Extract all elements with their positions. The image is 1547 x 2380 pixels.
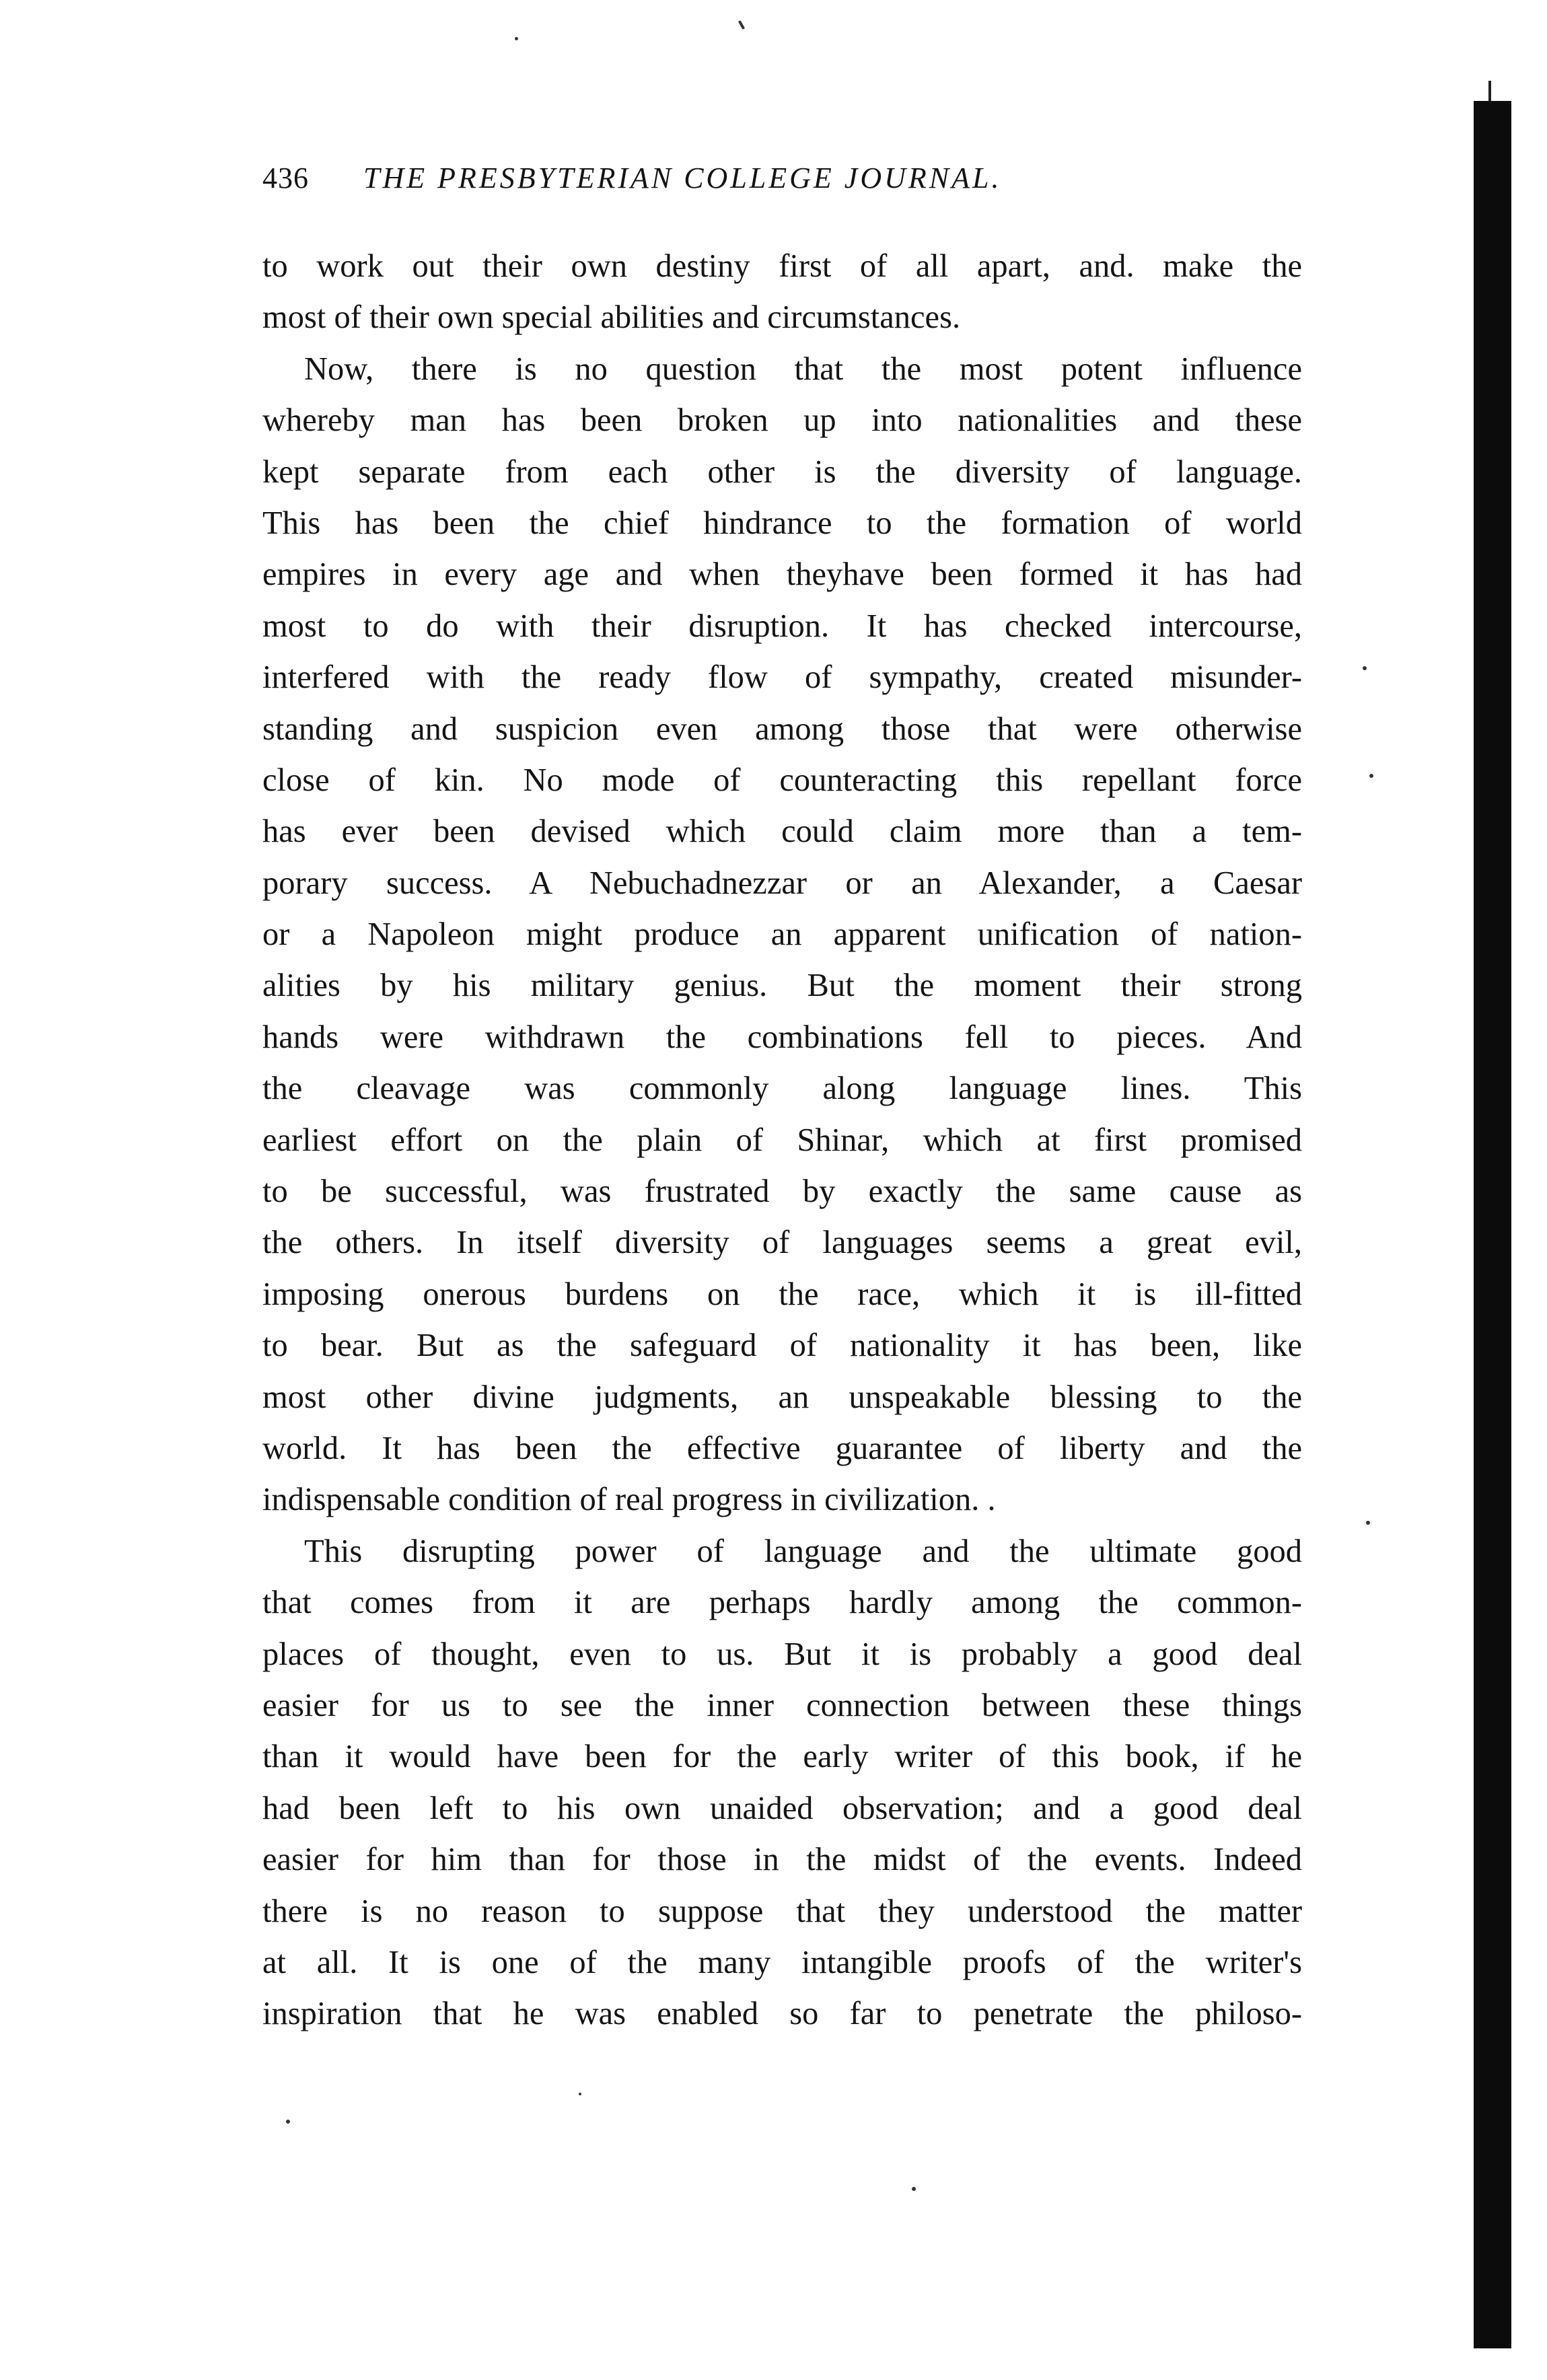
text-line: porary success. A Nebuchadnezzar or an Alexander, a Caesar xyxy=(262,865,1302,901)
text-line: interfered with the ready flow of sympathy, created misunder- xyxy=(262,659,1302,696)
scan-speck xyxy=(1366,1521,1370,1525)
scan-speck xyxy=(1369,774,1373,778)
text-line: world. It has been the effective guarantee of liberty and the xyxy=(262,1430,1302,1466)
text-line: at all. It is one of the many intangible proofs of the writer's xyxy=(262,1944,1302,1980)
text-line: than it would have been for the early writer of this book, if he xyxy=(262,1739,1302,1775)
scan-speck xyxy=(515,37,518,40)
text-line: easier for him than for those in the midst of the events. Indeed xyxy=(262,1842,1302,1878)
scan-speck xyxy=(579,2093,581,2095)
text-line: empires in every age and when theyhave been formed it has had xyxy=(262,556,1302,593)
text-line: most of their own special abilities and circumstances. xyxy=(262,299,961,336)
text-line: to work out their own destiny first of all apart, and. make the xyxy=(262,248,1302,284)
page-edge-shadow xyxy=(1474,101,1511,2348)
text-line: most other divine judgments, an unspeakable blessing to the xyxy=(262,1379,1302,1415)
text-line: whereby man has been broken up into nationalities and these xyxy=(262,402,1302,439)
scan-speck xyxy=(738,20,745,30)
text-line: indispensable condition of real progress in civilization. . xyxy=(262,1482,996,1518)
scan-speck xyxy=(1363,666,1367,670)
scan-speck xyxy=(912,2187,916,2191)
text-line: alities by his military genius. But the moment their strong xyxy=(262,968,1302,1004)
text-line: most to do with their disruption. It has checked intercourse, xyxy=(262,608,1302,644)
text-line: has ever been devised which could claim more than a tem- xyxy=(262,814,1302,850)
text-line: close of kin. No mode of counteracting this repellant force xyxy=(262,762,1302,798)
text-line: had been left to his own unaided observation; and a good deal xyxy=(262,1790,1302,1826)
text-line: earliest effort on the plain of Shinar, which at first promised xyxy=(262,1122,1302,1158)
text-line: that comes from it are perhaps hardly among the common- xyxy=(262,1585,1302,1621)
page-header xyxy=(262,158,1406,199)
text-line: standing and suspicion even among those that were otherwise xyxy=(262,711,1302,747)
text-line: to be successful, was frustrated by exactly the same cause as xyxy=(262,1174,1302,1210)
text-line: or a Napoleon might produce an apparent unification of nation- xyxy=(262,916,1302,953)
scan-speck xyxy=(286,2120,290,2124)
text-line: Now, there is no question that the most potent influence xyxy=(304,351,1302,387)
text-line: easier for us to see the inner connection between these things xyxy=(262,1687,1302,1723)
text-line: imposing onerous burdens on the race, which it is ill-fitted xyxy=(262,1276,1302,1312)
running-title: THE PRESBYTERIAN COLLEGE JOURNAL. xyxy=(363,161,1002,194)
text-line: places of thought, even to us. But it is probably a good deal xyxy=(262,1636,1302,1672)
text-line: hands were withdrawn the combinations fell to pieces. And xyxy=(262,1019,1302,1055)
text-line: there is no reason to suppose that they understood the matter xyxy=(262,1893,1302,1929)
text-line: This has been the chief hindrance to the formation of world xyxy=(262,505,1302,541)
text-line: kept separate from each other is the diversity of language. xyxy=(262,454,1302,490)
text-line: inspiration that he was enabled so far to penetrate the philoso- xyxy=(262,1996,1302,2032)
body-text xyxy=(262,241,1302,2040)
text-line: the others. In itself diversity of languages seems a great evil, xyxy=(262,1225,1302,1261)
text-line: to bear. But as the safeguard of nationality it has been, like xyxy=(262,1328,1302,1364)
text-line: the cleavage was commonly along language lines. This xyxy=(262,1071,1302,1107)
text-line: This disrupting power of language and the ultimate good xyxy=(304,1533,1302,1569)
page-number: 436 xyxy=(262,161,309,194)
